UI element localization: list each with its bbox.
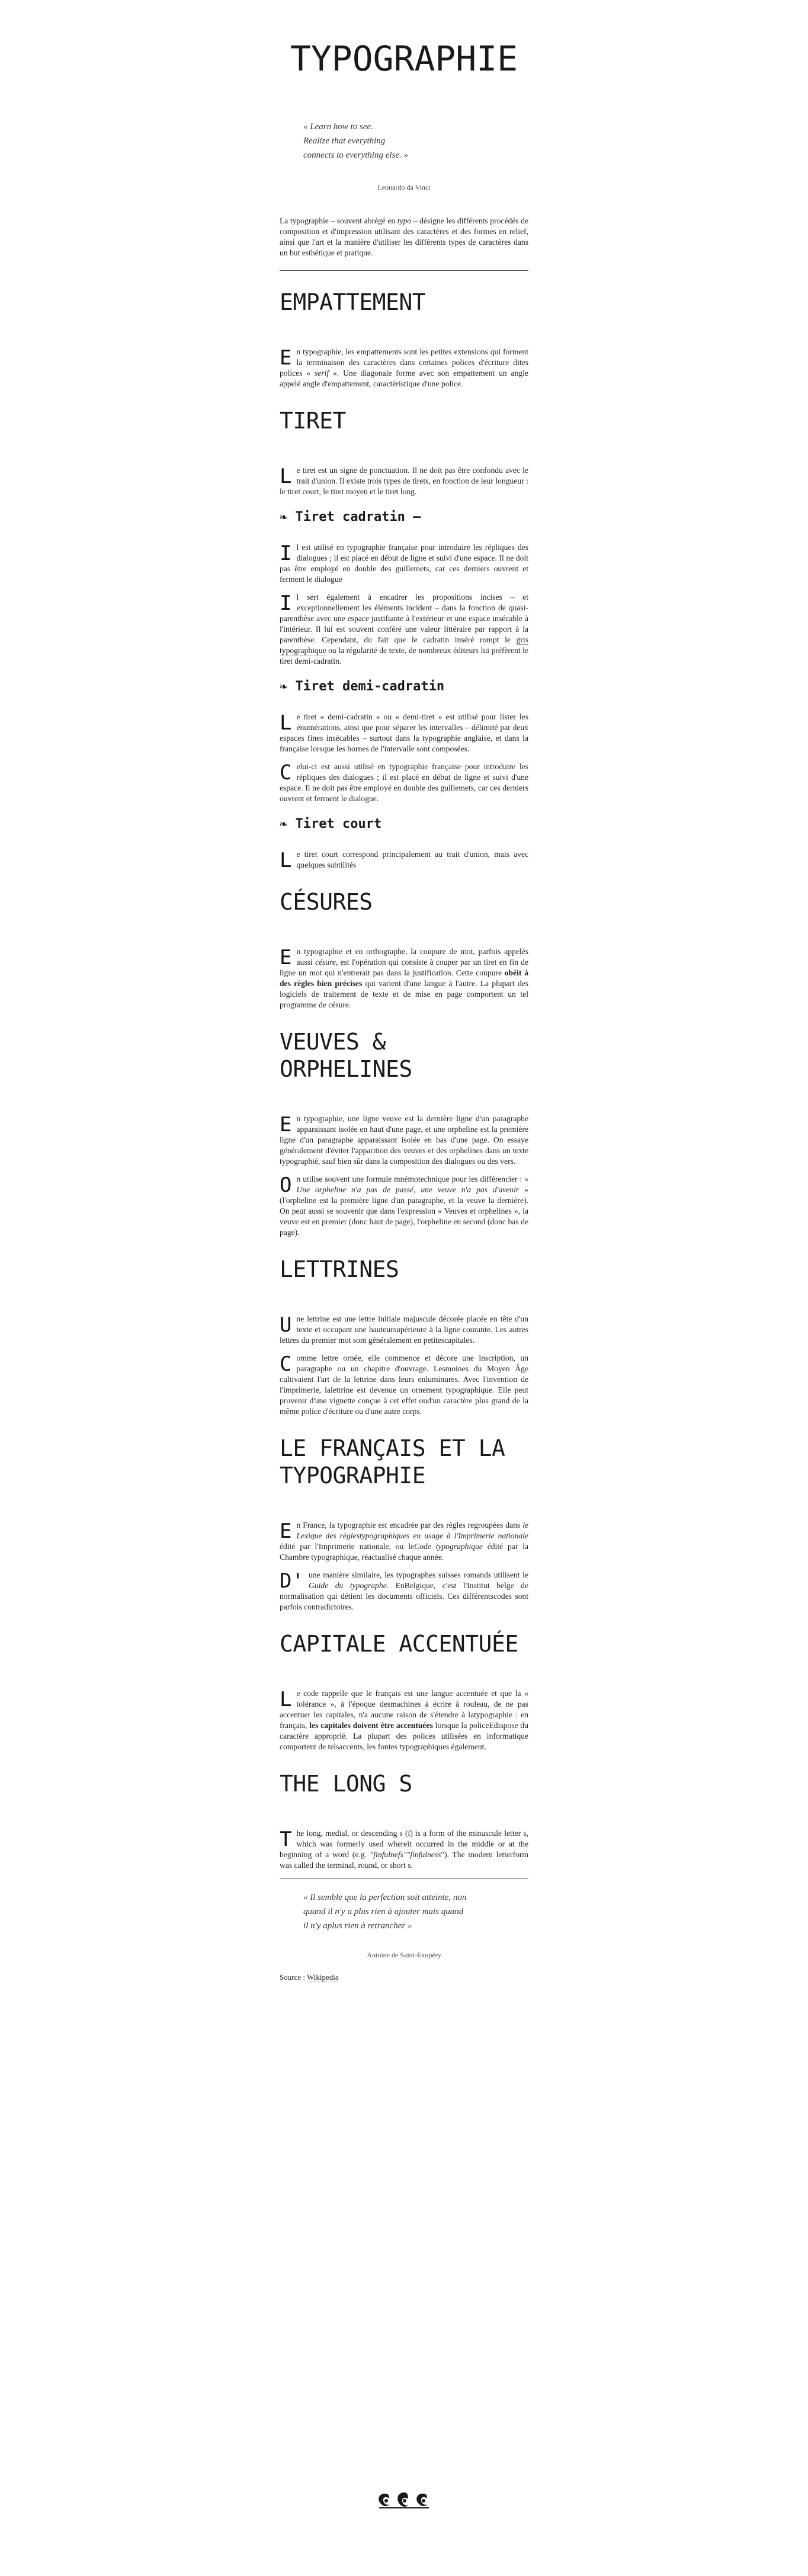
paragraph (280, 1688, 528, 1752)
text: En typographie et en orthographe, la coupure de mot, parfois appelés aussi (280, 946, 528, 969)
paragraph (280, 946, 528, 1010)
text-italic: typo (397, 216, 412, 225)
text: En France, la typographie est encadrée par des règles regroupées dans (280, 1519, 523, 1543)
section-title-tiret: TIRET (280, 408, 346, 434)
paragraph (280, 1828, 528, 1871)
subsection-title-tiret-court: ❧ Tiret court (280, 817, 382, 831)
source-link[interactable]: Wikipedia (306, 1973, 339, 1982)
text: lorsque la policeEdispose du caractère approprié. La plupart des polices utilisées en informatique comportent de telsaccents, les fontes typographiques également. (280, 1721, 528, 1751)
text: édité par la Chambre typographique, réactualisé chaque année. (280, 1542, 529, 1561)
paragraph (280, 1174, 528, 1238)
text: La typographie – souvent abrégé en (280, 216, 397, 225)
quote-line: quand il n'y a plus rien à ajouter mais quand (303, 1907, 464, 1916)
paragraph: Celui-ci est aussi utilisé en typographie française pour introduire les répliques des dialogues ; il est placé en début de ligne et suivi d'une espace. Il ne doit pas être employé en double des guillemets, car ces derniers ouvrent et ferment le dialogue. (280, 761, 528, 803)
text-bold: obéit à des règles bien précises (280, 968, 528, 988)
text: – désigne les différents procédés de composition et d'impression utilisant des caractères et des formes en relief, ainsi que l'art et la manière d'utiliser les différents types de caractères dans un but esthétique et pratique. (280, 216, 528, 257)
divider (280, 1878, 528, 1879)
intro-paragraph (280, 216, 528, 258)
section-title-long-s: THE LONG S (280, 1771, 412, 1797)
text: The long, medial, or descending s (ſ) is a form of the minuscule letter s, which was formerly used whereit occurred in the middle or at the beginning of a word (e.g. " (280, 1828, 528, 1859)
text-italic: Une orpheline n'a pas de passé, une veuve n'a pas d'avenir (296, 1185, 520, 1194)
epigraph-line: Realize that everything (303, 136, 386, 146)
text-italic: Code typographique (414, 1542, 483, 1551)
fleuron-ornament-icon (374, 2489, 434, 2513)
section-title-lettrines: LETTRINES (280, 1256, 399, 1282)
closing-quote (303, 1890, 528, 1933)
text-bold: les capitales doivent être accentuées (309, 1721, 433, 1730)
text: édité par l'Imprimerie nationale, ou le (280, 1542, 415, 1551)
page-title: TYPOGRAPHIE (290, 39, 518, 79)
section-title-veuves: VEUVES & ORPHELINES (280, 1029, 412, 1082)
quote-author: Antoine de Saint-Exupéry (367, 1951, 441, 1959)
section-title-cesures: CÉSURES (280, 889, 373, 915)
text-italic: césure (315, 958, 336, 967)
paragraph: En typographie, une ligne veuve est la dernière ligne d'un paragraphe apparaissant isolée en haut d'une page, et une orpheline est la première ligne d'un paragraphe apparaissant isolée en bas d'une page. On essaye généralement d'éviter l'apparition des veuves et des orphelines dans un texte typographié, sauf bien sûr dans la composition des dialogues ou des vers. (280, 1113, 528, 1166)
section-title-francais: LE FRANÇAIS ET LA TYPOGRAPHIE (280, 1435, 505, 1489)
text-italic: ſinfulneſs""ſinfulness (373, 1850, 441, 1859)
epigraph-line: « Learn how to see. (303, 122, 373, 132)
source-label: Source : (280, 1973, 307, 1982)
section-title-capitale: CAPITALE ACCENTUÉE (280, 1631, 518, 1657)
text-italic: le Lexique des règlestypographiques en usage à l'Imprimerie nationale (296, 1521, 528, 1540)
paragraph: Le tiret « demi-cadratin » ou « demi-tiret » est utilisé pour lister les énumérations, ainsi que pour séparer les intervalles – délimité par deux espaces fines insécables – surtout dans la typographie anglaise, et dans la française lorsque les bornes de l'intervalle sont composées. (280, 711, 528, 753)
text: ». Une diagonale forme avec son empattement un angle appelé angle d'empattement, caractéristique d'une police. (280, 369, 528, 388)
text: . EnBelgique, c'est l'Institut belge de normalisation qui détient les documents officiels. Ces différentscodes sont parfois contradictoires. (280, 1581, 528, 1611)
quote-line: « Il semble que la perfection soit atteinte, non (303, 1893, 467, 1902)
paragraph: Il est utilisé en typographie française pour introduire les répliques des dialogues ; il est placé en début de ligne et suivi d'une espace. Il ne doit pas être employé en double des guillemets, car ces derniers ouvrent et ferment le dialogue (280, 542, 528, 584)
paragraph (280, 1520, 528, 1563)
paragraph: Le tiret court correspond principalement au trait d'union, mais avec quelques subtilités (280, 849, 528, 872)
paragraph: Comme lettre ornée, elle commence et décore une inscription, un paragraphe ou un chapitre d'ouvrage. Lesmoines du Moyen Âge cultivaient l'art de la lettrine dans leurs enluminures. Avec l'invention de l'imprimerie, lalettrine est devenue un ornement typographique. Elle peut provenir d'une vignette conçue à cet effet oud'un caractère plus grand de la même police d'écriture ou d'une autre corps. (280, 1352, 528, 1416)
source-line (280, 1972, 528, 1983)
paragraph (280, 1570, 528, 1612)
text-italic: Guide du typographe (308, 1581, 387, 1590)
text: Il sert également à encadrer les propositions incises – et exceptionnellement les éléments incident – dans la fonction de quasi-parenthèse avec une espace justifiante à l'extérieur et une espace insécable à l'intérieur. Il lui est souvent conféré une valeur littéraire par rapport à la parenthèse. Cependant, du fait que le cadratin inséré rompt le (280, 591, 528, 644)
paragraph: Une lettrine est une lettre initiale majuscule décorée placée en tête d'un texte et occupant une hauteursupérieure à la ligne courante. Les autres lettres du premier mot sont généralement en petitescapitales. (280, 1313, 528, 1345)
text: qui varient d'une langue à l'autre. La plupart des logiciels de traitement de texte et de mise en page comportent un tel programme de césure. (280, 979, 528, 1009)
subsection-title-demi-cadratin: ❧ Tiret demi-cadratin (280, 679, 445, 694)
epigraph-author: Leonardo da Vinci (377, 183, 431, 191)
quote-line: il n'y aplus rien à retrancher » (303, 1921, 412, 1931)
text: , est l'opération qui consiste à couper par un tiret en fin de ligne un mot qui n'entrerait pas dans la justification. Cette coupure (280, 958, 528, 977)
article (280, 0, 528, 1983)
text-italic: serif (315, 369, 329, 377)
text: En typographie, les empattements sont les petites extensions qui forment la terminaison des caractères dans certaines polices d'écriture dites polices « (280, 346, 528, 377)
text-underlined: gris typographique (280, 635, 528, 655)
epigraph-line: connects to everything else. » (303, 151, 409, 160)
epigraph (303, 120, 528, 194)
divider (280, 270, 528, 271)
text: » (l'orpheline est la première ligne d'un paragraphe, et la veuve la dernière). On peut aussi se souvenir que dans l'expression « Veuves et orphelines », la veuve est en premier (donc haut de page), l'orpheline en second (donc bas de page). (280, 1185, 528, 1237)
subsection-title-cadratin: ❧ Tiret cadratin – (280, 510, 421, 524)
text: "). The modern letterform was called the terminal, round, or short s. (280, 1850, 529, 1870)
paragraph (280, 592, 528, 667)
text: D'une manière similaire, les typographes suisses romands utilisent le (280, 1569, 528, 1593)
text: On utilise souvent une formule mnémotechnique pour les différencier : « (280, 1173, 528, 1197)
text: ou la régularité de texte, de nombreux éditeurs lui préfèrent le tiret demi-cadratin. (280, 646, 528, 665)
paragraph (280, 347, 528, 389)
paragraph: Le tiret est un signe de ponctuation. Il ne doit pas être confondu avec le trait d'union. Il existe trois types de tirets, en fonction de leur longueur : le tiret court, le tiret moyen et le tiret long. (280, 465, 528, 496)
section-title-empattement: EMPATTEMENT (280, 289, 426, 315)
text: Le code rappelle que le français est une langue accentuée et que la « tolérance », à l'époque desmachines à écrire à rouleau, de ne pas accentuer les capitales, n'a aucune raison de s'étendre à latypographie : en français, (280, 1688, 528, 1730)
